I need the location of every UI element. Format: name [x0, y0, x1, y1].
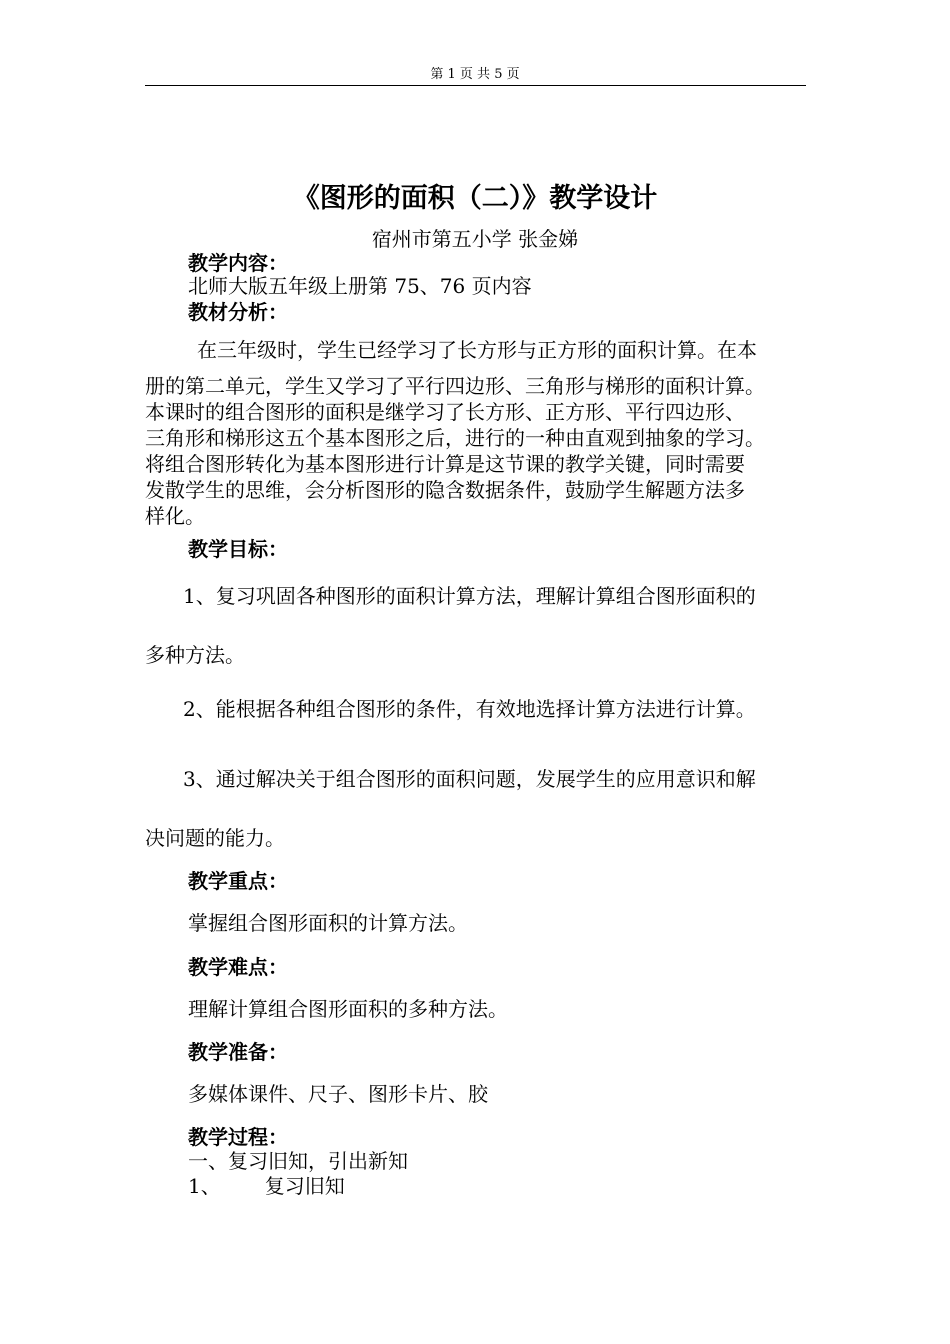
- key-points-heading: 教学重点：: [188, 869, 288, 893]
- analysis-line: 三角形和梯形这五个基本图形之后，进行的一种由直观到抽象的学习。: [145, 426, 765, 450]
- difficulties-text: 理解计算组合图形面积的多种方法。: [188, 997, 508, 1021]
- analysis-line: 将组合图形转化为基本图形进行计算是这节课的教学关键，同时需要: [145, 452, 745, 476]
- analysis-heading: 教材分析：: [188, 300, 288, 324]
- goal-item-1-continued: 多种方法。: [145, 643, 245, 667]
- content-text: 北师大版五年级上册第 75、76 页内容: [188, 274, 532, 298]
- analysis-paragraph: [145, 373, 806, 529]
- document-title: 《图形的面积（二）》教学设计: [292, 183, 658, 214]
- goal-item-3-continued: 决问题的能力。: [145, 826, 285, 850]
- goal-item-3: 3、通过解决关于组合图形的面积问题，发展学生的应用意识和解: [183, 767, 756, 791]
- process-substep-1: [188, 1173, 345, 1199]
- preparation-text: 多媒体课件、尺子、图形卡片、胶: [188, 1082, 488, 1106]
- analysis-line: 样化。: [145, 504, 205, 528]
- page-header: 第 1 页 共 5 页: [430, 67, 520, 82]
- substep-number: 1、: [188, 1174, 221, 1198]
- substep-text: 复习旧知: [264, 1174, 345, 1198]
- analysis-line: 在三年级时，学生已经学习了长方形与正方形的面积计算。在本: [197, 338, 757, 362]
- process-heading: 教学过程：: [188, 1125, 288, 1149]
- content-heading: 教学内容：: [188, 251, 288, 275]
- analysis-line: 册的第二单元，学生又学习了平行四边形、三角形与梯形的面积计算。: [145, 374, 765, 398]
- preparation-heading: 教学准备：: [188, 1040, 288, 1064]
- analysis-line: 发散学生的思维，会分析图形的隐含数据条件，鼓励学生解题方法多: [145, 478, 745, 502]
- difficulties-heading: 教学难点：: [188, 955, 288, 979]
- key-points-text: 掌握组合图形面积的计算方法。: [188, 911, 468, 935]
- goal-item-1: 1、复习巩固各种图形的面积计算方法，理解计算组合图形面积的: [183, 584, 756, 608]
- analysis-line: 本课时的组合图形的面积是继学习了长方形、正方形、平行四边形、: [145, 400, 745, 424]
- goal-item-2: 2、能根据各种组合图形的条件，有效地选择计算方法进行计算。: [183, 697, 756, 721]
- goals-heading: 教学目标：: [188, 537, 288, 561]
- author-line: 宿州市第五小学 张金娣: [371, 227, 579, 251]
- header-divider: [145, 85, 806, 86]
- process-step-1: 一、复习旧知，引出新知: [188, 1149, 408, 1173]
